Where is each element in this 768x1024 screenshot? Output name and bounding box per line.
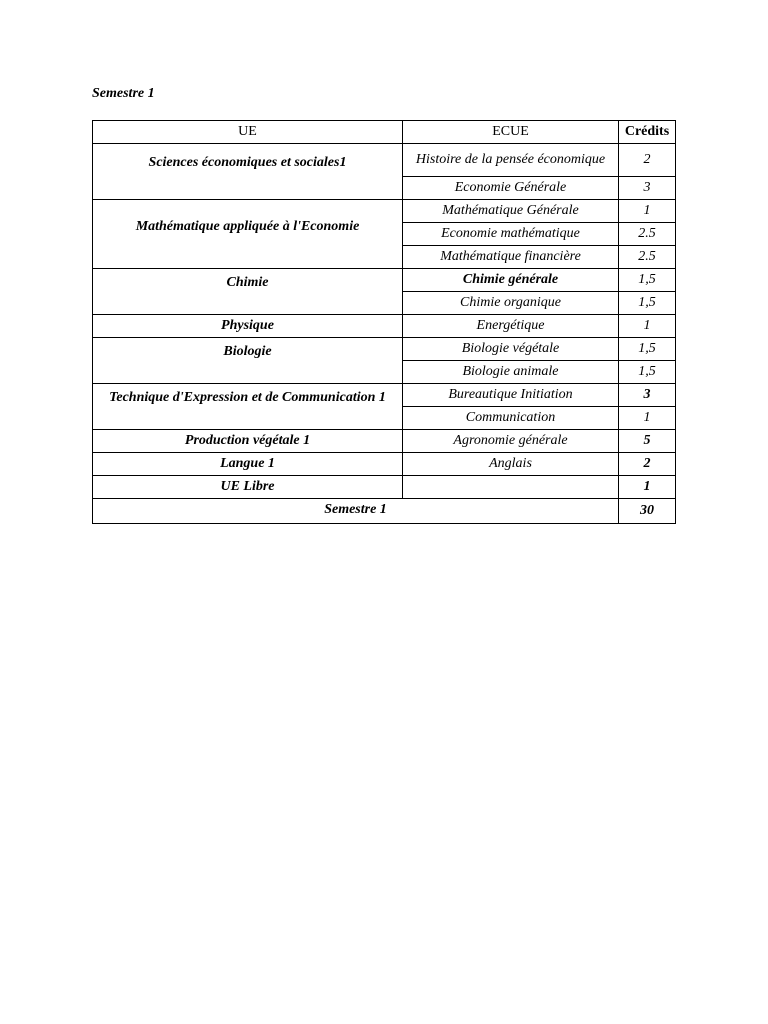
credits-cell: 2 <box>619 453 676 476</box>
ecue-cell: Bureautique Initiation <box>403 384 619 407</box>
column-header-ecue: ECUE <box>403 121 619 144</box>
ecue-cell: Economie Générale <box>403 177 619 200</box>
credits-cell: 1,5 <box>619 269 676 292</box>
ecue-cell: Biologie végétale <box>403 338 619 361</box>
credits-cell: 3 <box>619 384 676 407</box>
ecue-cell: Agronomie générale <box>403 430 619 453</box>
semester-table <box>92 120 676 524</box>
credits-cell: 5 <box>619 430 676 453</box>
ue-cell: Production végétale 1 <box>93 430 403 453</box>
table-row <box>93 315 676 338</box>
ecue-cell: Energétique <box>403 315 619 338</box>
credits-cell: 3 <box>619 177 676 200</box>
credits-cell: 1 <box>619 407 676 430</box>
table-row <box>93 269 676 292</box>
credits-cell: 1 <box>619 200 676 223</box>
ecue-cell: Chimie générale <box>403 269 619 292</box>
ue-cell: Sciences économiques et sociales1 <box>93 144 403 200</box>
credits-cell: 2.5 <box>619 246 676 269</box>
ecue-cell: Histoire de la pensée économique <box>403 144 619 177</box>
ecue-cell: Biologie animale <box>403 361 619 384</box>
ecue-cell: Anglais <box>403 453 619 476</box>
credits-cell: 1,5 <box>619 338 676 361</box>
ue-cell: Technique d'Expression et de Communication 1 <box>93 384 403 430</box>
ue-cell: Langue 1 <box>93 453 403 476</box>
credits-cell: 1 <box>619 315 676 338</box>
column-header-credits: Crédits <box>619 121 676 144</box>
credits-cell: 1 <box>619 476 676 499</box>
ue-cell: Chimie <box>93 269 403 315</box>
table-row <box>93 430 676 453</box>
ecue-cell: Communication <box>403 407 619 430</box>
ecue-cell: Mathématique financière <box>403 246 619 269</box>
table-row <box>93 200 676 223</box>
table-row <box>93 384 676 407</box>
ecue-cell <box>403 476 619 499</box>
ue-cell: UE Libre <box>93 476 403 499</box>
table-row <box>93 144 676 177</box>
credits-cell: 2 <box>619 144 676 177</box>
table-row <box>93 453 676 476</box>
ue-cell: Mathématique appliquée à l'Economie <box>93 200 403 269</box>
table-row <box>93 476 676 499</box>
table-header-row <box>93 121 676 144</box>
total-label: Semestre 1 <box>93 499 619 524</box>
credits-cell: 2.5 <box>619 223 676 246</box>
column-header-ue: UE <box>93 121 403 144</box>
table-row <box>93 338 676 361</box>
ue-cell: Physique <box>93 315 403 338</box>
total-row <box>93 499 676 524</box>
ecue-cell: Chimie organique <box>403 292 619 315</box>
credits-cell: 1,5 <box>619 361 676 384</box>
credits-cell: 1,5 <box>619 292 676 315</box>
semester-heading: Semestre 1 <box>92 86 155 101</box>
ue-cell: Biologie <box>93 338 403 384</box>
ecue-cell: Economie mathématique <box>403 223 619 246</box>
ecue-cell: Mathématique Générale <box>403 200 619 223</box>
total-credits: 30 <box>619 499 676 524</box>
